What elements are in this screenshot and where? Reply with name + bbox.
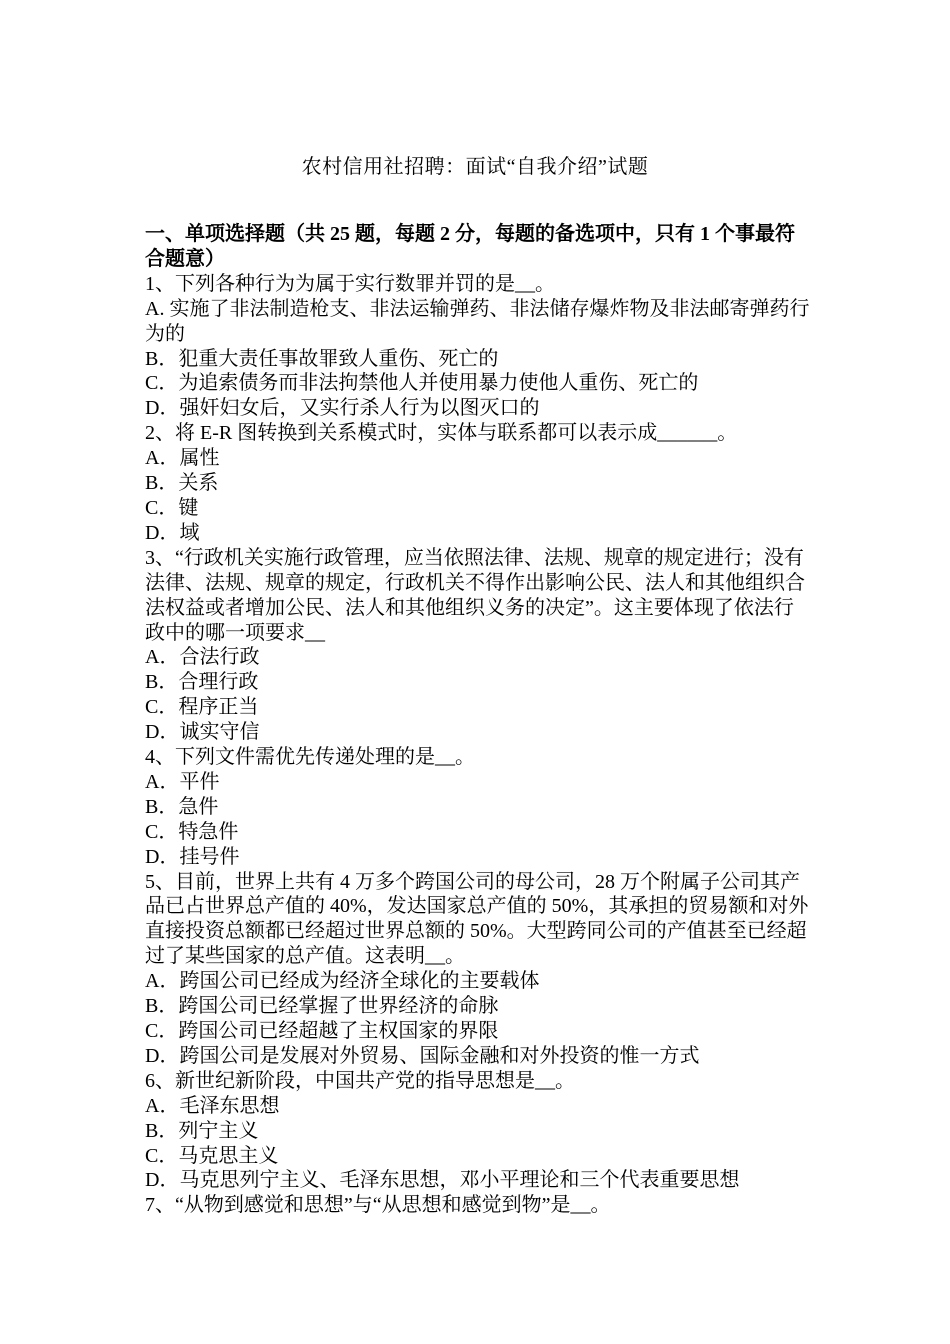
section-heading: 一、单项选择题（共 25 题，每题 2 分，每题的备选项中，只有 1 个事最符合题意） — [145, 223, 795, 270]
option-d: D．诚实守信 — [145, 721, 260, 744]
question-5 — [145, 870, 810, 1069]
question-3 — [145, 546, 810, 745]
question-1 — [145, 272, 810, 421]
option-d: D．挂号件 — [145, 845, 240, 868]
option-c: C．为追索债务而非法拘禁他人并使用暴力使他人重伤、死亡的 — [145, 372, 699, 395]
option-d: D．跨国公司是发展对外贸易、国际金融和对外投资的惟一方式 — [145, 1044, 700, 1067]
question-text: 7、“从物到感觉和思想”与“从思想和感觉到物”是__。 — [145, 1194, 611, 1217]
document-body — [145, 222, 810, 1218]
option-d: D．马克思列宁主义、毛泽东思想，邓小平理论和三个代表重要思想 — [145, 1169, 740, 1192]
question-7 — [145, 1193, 810, 1218]
option-a: A．平件 — [145, 770, 220, 793]
option-b: B．跨国公司已经掌握了世界经济的命脉 — [145, 995, 499, 1018]
question-2 — [145, 421, 810, 546]
option-c: C．程序正当 — [145, 696, 259, 719]
question-6 — [145, 1069, 810, 1194]
question-text: 5、目前，世界上共有 4 万多个跨国公司的母公司，28 万个附属子公司其产品已占世界总产值的 40%，发达国家总产值的 50%，其承担的贸易额和对外直接投资总额都已经超过世界总额的 50%。大型跨同公司的产值甚至已经超过了某些国家的总产值。这表明__。 — [145, 870, 809, 968]
option-c: C．特急件 — [145, 820, 239, 843]
option-b: B．犯重大责任事故罪致人重伤、死亡的 — [145, 347, 499, 370]
question-text: 6、新世纪新阶段，中国共产党的指导思想是__。 — [145, 1069, 575, 1092]
question-text: 2、将 E-R 图转换到关系模式时，实体与联系都可以表示成______。 — [145, 422, 738, 445]
document-title: 农村信用社招聘：面试“自我介绍”试题 — [301, 156, 649, 178]
option-b: B．合理行政 — [145, 671, 259, 694]
option-d: D．强奸妇女后，又实行杀人行为以图灭口的 — [145, 397, 540, 420]
question-text: 4、下列文件需优先传递处理的是__。 — [145, 746, 475, 769]
option-a: A．毛泽东思想 — [145, 1094, 280, 1117]
option-a: A．属性 — [145, 447, 220, 470]
option-a: A．跨国公司已经成为经济全球化的主要载体 — [145, 970, 540, 993]
option-c: C．跨国公司已经超越了主权国家的界限 — [145, 1020, 499, 1042]
option-c: C．马克思主义 — [145, 1144, 279, 1167]
option-c: C．键 — [145, 496, 199, 519]
option-d: D．域 — [145, 521, 200, 544]
option-a: A．合法行政 — [145, 646, 260, 669]
question-text: 3、“行政机关实施行政管理，应当依照法律、法规、规章的规定进行；没有法律、法规、规章的规定，行政机关不得作出影响公民、法人和其他组织合法权益或者增加公民、法人和其他组织义务的决定”。这主要体现了依法行政中的哪一项要求__ — [145, 546, 805, 644]
question-4 — [145, 745, 810, 870]
option-b: B．关系 — [145, 472, 219, 495]
option-b: B．列宁主义 — [145, 1119, 259, 1142]
option-b: B．急件 — [145, 795, 219, 818]
option-a: A. 实施了非法制造枪支、非法运输弹药、非法储存爆炸物及非法邮寄弹药行为的 — [145, 297, 810, 345]
question-text: 1、下列各种行为为属于实行数罪并罚的是__。 — [145, 272, 555, 295]
